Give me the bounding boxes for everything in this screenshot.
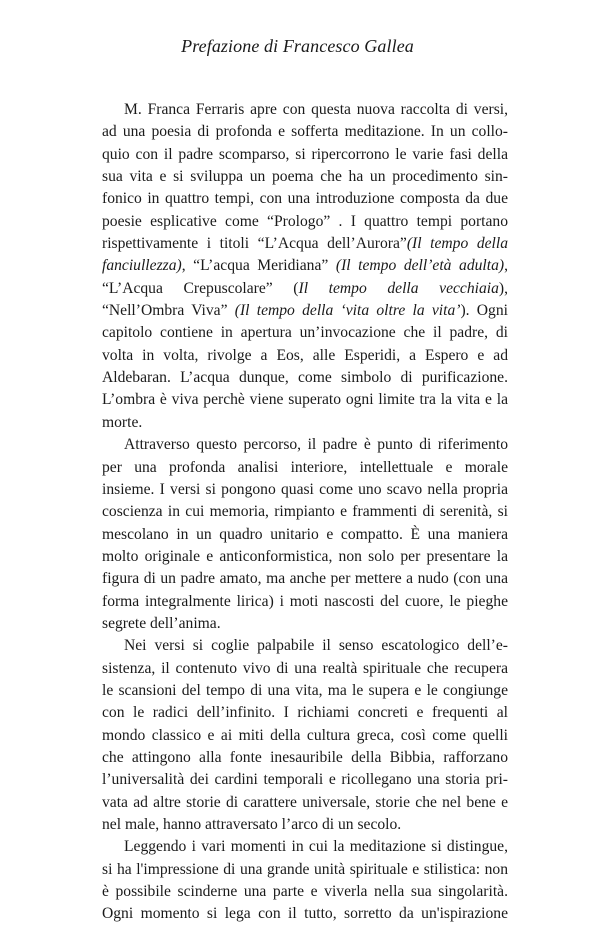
text-line bbox=[102, 479, 508, 501]
text-line bbox=[102, 546, 508, 568]
text-span: fonico in quattro tempi, con una introduzione composta da due bbox=[102, 190, 508, 208]
text-line bbox=[102, 412, 508, 434]
text-line bbox=[102, 121, 508, 143]
text-span: l’universalità dei cardini temporali e ricollegano una storia pri- bbox=[102, 771, 508, 789]
text-line bbox=[102, 769, 508, 791]
text-line bbox=[102, 322, 508, 344]
text-line bbox=[102, 568, 508, 590]
text-span: si ha l'impressione di una grande unità spirituale e stilistica: non bbox=[102, 860, 508, 878]
text-line bbox=[102, 680, 508, 702]
text-line bbox=[102, 658, 508, 680]
text-line bbox=[102, 233, 508, 255]
text-line bbox=[102, 591, 508, 613]
text-line bbox=[102, 814, 508, 836]
text-line bbox=[102, 99, 508, 121]
text-line bbox=[102, 300, 508, 322]
text-line bbox=[102, 434, 508, 456]
text-span: ), bbox=[498, 279, 508, 297]
text-span: “L’Acqua Crepuscolare” ( bbox=[102, 279, 299, 297]
text-line bbox=[102, 836, 508, 858]
text-span: rispettivamente i titoli “L’Acqua dell’Aurora” bbox=[102, 235, 407, 253]
text-span: segrete dell’anima. bbox=[102, 614, 221, 632]
text-line bbox=[102, 881, 508, 903]
italic-span: (Il tempo dell’età adulta) bbox=[335, 257, 505, 275]
text-span: Nei versi si coglie palpabile il senso escatologico dell’e- bbox=[124, 637, 508, 655]
text-span: M. Franca Ferraris apre con questa nuova raccolta di versi, bbox=[124, 101, 508, 118]
text-span: L’ombra è viva perchè viene superato ogni limite tra la vita e la bbox=[102, 391, 508, 409]
text-span: Attraverso questo percorso, il padre è punto di riferimento bbox=[124, 436, 508, 454]
preface-body bbox=[102, 99, 508, 926]
text-line bbox=[102, 457, 508, 479]
text-line bbox=[102, 367, 508, 389]
text-line bbox=[102, 524, 508, 546]
text-span: coscienza in cui memoria, rimpianto e frammenti di serenità, si bbox=[102, 503, 508, 521]
text-line bbox=[102, 859, 508, 881]
text-span: morte. bbox=[102, 413, 143, 431]
text-span: ). Ogni bbox=[460, 302, 508, 320]
text-line bbox=[102, 903, 508, 925]
text-span: , “L’acqua Meridiana” bbox=[181, 257, 336, 275]
text-line bbox=[102, 255, 508, 277]
text-line bbox=[102, 166, 508, 188]
text-line bbox=[102, 792, 508, 814]
page-title: Prefazione di Francesco Gallea bbox=[181, 36, 414, 56]
text-line bbox=[102, 389, 508, 411]
text-span: capitolo contiene in apertura un’invocazione che il padre, di bbox=[102, 324, 508, 342]
text-span: per una profonda analisi interiore, intellettuale e morale bbox=[102, 458, 508, 476]
text-line bbox=[102, 725, 508, 747]
text-span: ad una poesia di profonda e sofferta meditazione. In un collo- bbox=[102, 123, 508, 141]
text-line bbox=[102, 278, 508, 300]
text-span: mondo classico e ai miti della cultura greca, così come quelli bbox=[102, 726, 508, 744]
text-span: figura di un padre amato, ma anche per mettere a nudo (con una bbox=[102, 570, 508, 588]
text-span: sua vita e si sviluppa un poema che ha un procedimento sin- bbox=[102, 168, 508, 186]
text-span: , bbox=[504, 257, 508, 275]
text-line bbox=[102, 635, 508, 657]
text-line bbox=[102, 211, 508, 233]
text-span: Leggendo i vari momenti in cui la meditazione si distingue, bbox=[124, 838, 508, 856]
text-span: Ogni momento si lega con il tutto, sorretto da un'ispirazione bbox=[102, 905, 508, 923]
text-span: “Nell’Ombra Viva” bbox=[102, 302, 235, 320]
text-line bbox=[102, 345, 508, 367]
text-line bbox=[102, 702, 508, 724]
text-span: Aldebaran. L’acqua dunque, come simbolo di purificazione. bbox=[102, 369, 508, 387]
text-span: mescolano in un quadro unitario e compatto. È una maniera bbox=[102, 525, 508, 543]
italic-span: Il tempo della vecchiaia bbox=[298, 279, 499, 297]
text-span: insieme. I versi si pongono quasi come uno scavo nella propria bbox=[102, 480, 508, 498]
italic-span: fanciullezza) bbox=[102, 257, 182, 275]
text-line bbox=[102, 613, 508, 635]
text-span: quio con il padre scomparso, si ripercorrono le varie fasi della bbox=[102, 145, 508, 163]
text-span: molto originale e anticonformistica, non solo per presentare la bbox=[102, 547, 508, 565]
text-line bbox=[102, 747, 508, 769]
text-span: nel male, hanno attraversato l’arco di un secolo. bbox=[102, 816, 402, 833]
italic-span: (Il tempo della ‘vita oltre la vita’ bbox=[234, 302, 461, 320]
text-span: è possibile scinderne una parte e viverla nella sua singolarità. bbox=[102, 883, 508, 901]
text-span: vata ad altre storie di carattere universale, storie che nel bene e bbox=[102, 793, 508, 811]
italic-span: (Il tempo della bbox=[406, 235, 509, 253]
text-span: che attingono alla fonte inesauribile della Bibbia, rafforzano bbox=[102, 748, 508, 766]
text-line bbox=[102, 188, 508, 210]
text-span: sistenza, il contenuto vivo di una realtà spirituale che recupera bbox=[102, 659, 508, 677]
text-span: poesie esplicative come “Prologo” . I quattro tempi portano bbox=[102, 212, 508, 230]
text-span: forma integralmente lirica) i moti nascosti del cuore, le pieghe bbox=[102, 592, 508, 610]
text-span: le scansioni del tempo di una vita, ma le supera e le congiunge bbox=[102, 681, 508, 699]
text-span: volta in volta, rivolge a Eos, alle Esperidi, a Espero e ad bbox=[102, 346, 508, 364]
text-line bbox=[102, 501, 508, 523]
text-line bbox=[102, 144, 508, 166]
text-span: con le radici dell’infinito. I richiami concreti e frequenti al bbox=[102, 704, 508, 722]
